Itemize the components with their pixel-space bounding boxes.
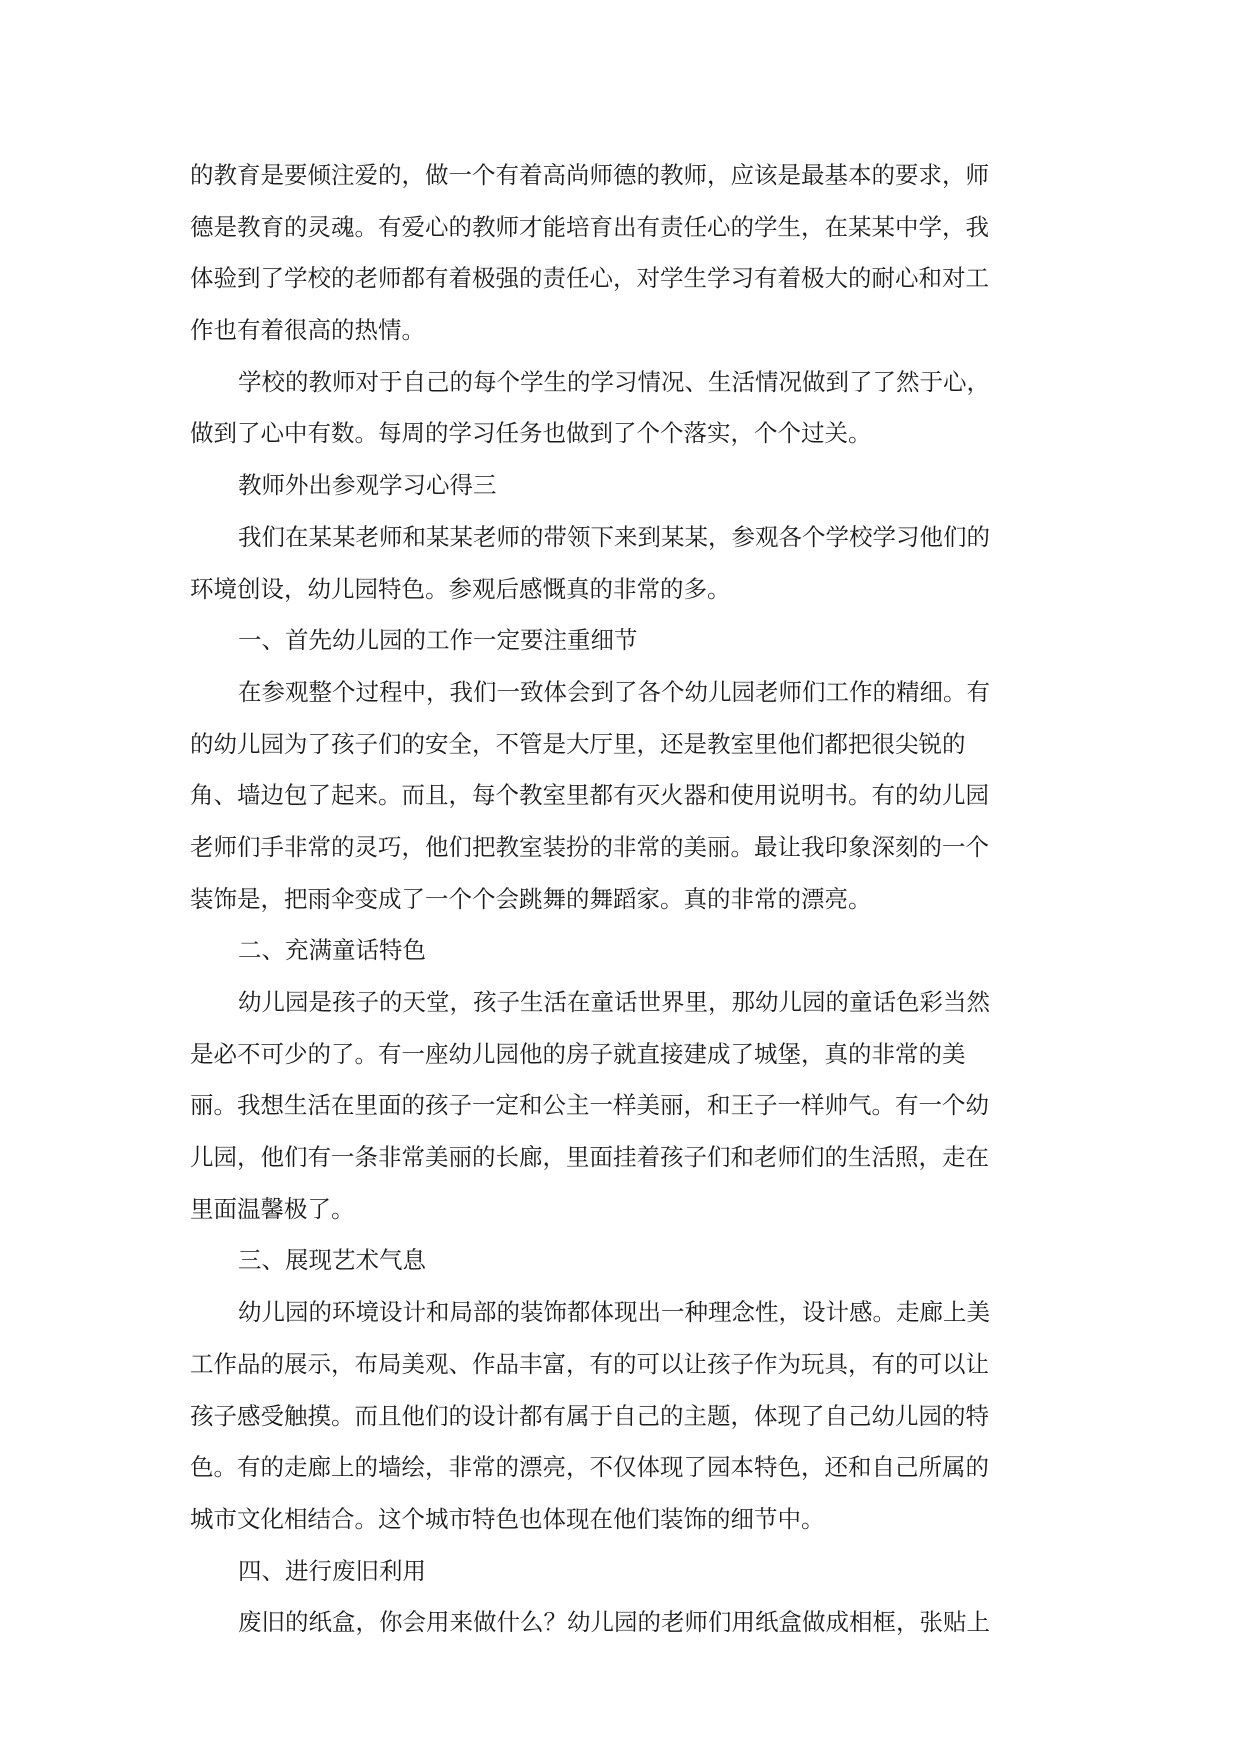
paragraph-first-line: 在参观整个过程中，我们一致体会到了各个幼儿园老师们工作的精细。有: [238, 677, 990, 706]
paragraph-first-line: 我们在某某老师和某某老师的带领下来到某某，参观各个学校学习他们的: [238, 522, 990, 551]
text-line: 孩子感受触摸。而且他们的设计都有属于自己的主题，体现了自己幼儿园的特: [190, 1401, 989, 1430]
paragraph-first-line: 教师外出参观学习心得三: [238, 471, 497, 500]
paragraph-first-line: 学校的教师对于自己的每个学生的学习情况、生活情况做到了了然于心，: [238, 367, 990, 396]
text-line: 作也有着很高的热情。: [190, 316, 425, 345]
text-line: 环境创设，幼儿园特色。参观后感慨真的非常的多。: [190, 574, 731, 603]
paragraph-first-line: 四、进行废旧利用: [238, 1556, 426, 1585]
paragraph-first-line: 一、首先幼儿园的工作一定要注重细节: [238, 626, 638, 655]
paragraph-first-line: 二、充满童话特色: [238, 936, 426, 965]
text-line: 做到了心中有数。每周的学习任务也做到了个个落实，个个过关。: [190, 419, 872, 448]
text-line: 体验到了学校的老师都有着极强的责任心，对学生学习有着极大的耐心和对工: [190, 264, 989, 293]
paragraph-first-line: 三、展现艺术气息: [238, 1246, 426, 1275]
text-line: 丽。我想生活在里面的孩子一定和公主一样美丽，和王子一样帅气。有一个幼: [190, 1091, 989, 1120]
text-line: 角、墙边包了起来。而且，每个教室里都有灭火器和使用说明书。有的幼儿园: [190, 781, 989, 810]
document-body: [190, 150, 1050, 1649]
text-line: 里面温馨极了。: [190, 1194, 355, 1223]
paragraph-first-line: 幼儿园是孩子的天堂，孩子生活在童话世界里，那幼儿园的童话色彩当然: [238, 988, 990, 1016]
text-line: 装饰是，把雨伞变成了一个个会跳舞的舞蹈家。真的非常的漂亮。: [190, 884, 872, 913]
text-line: 工作品的展示，布局美观、作品丰富，有的可以让孩子作为玩具，有的可以让: [190, 1349, 989, 1378]
text-line: 城市文化相结合。这个城市特色也体现在他们装饰的细节中。: [190, 1504, 825, 1533]
text-line: 色。有的走廊上的墙绘，非常的漂亮，不仅体现了园本特色，还和自己所属的: [190, 1453, 989, 1482]
text-line: 的教育是要倾注爱的，做一个有着高尚师德的教师，应该是最基本的要求，师: [190, 161, 989, 189]
text-line: 的幼儿园为了孩子们的安全，不管是大厅里，还是教室里他们都把很尖锐的: [190, 729, 966, 758]
text-line: 老师们手非常的灵巧，他们把教室装扮的非常的美丽。最让我印象深刻的一个: [190, 832, 989, 861]
text-line: 是必不可少的了。有一座幼儿园他的房子就直接建成了城堡，真的非常的美: [190, 1039, 966, 1068]
paragraph-first-line: 幼儿园的环境设计和局部的装饰都体现出一种理念性，设计感。走廊上美: [238, 1298, 990, 1327]
text-line: 儿园，他们有一条非常美丽的长廊，里面挂着孩子们和老师们的生活照，走在: [190, 1143, 989, 1172]
text-line: 德是教育的灵魂。有爱心的教师才能培育出有责任心的学生，在某某中学，我: [190, 212, 989, 241]
paragraph-first-line: 废旧的纸盒，你会用来做什么？幼儿园的老师们用纸盒做成相框，张贴上: [238, 1608, 990, 1637]
